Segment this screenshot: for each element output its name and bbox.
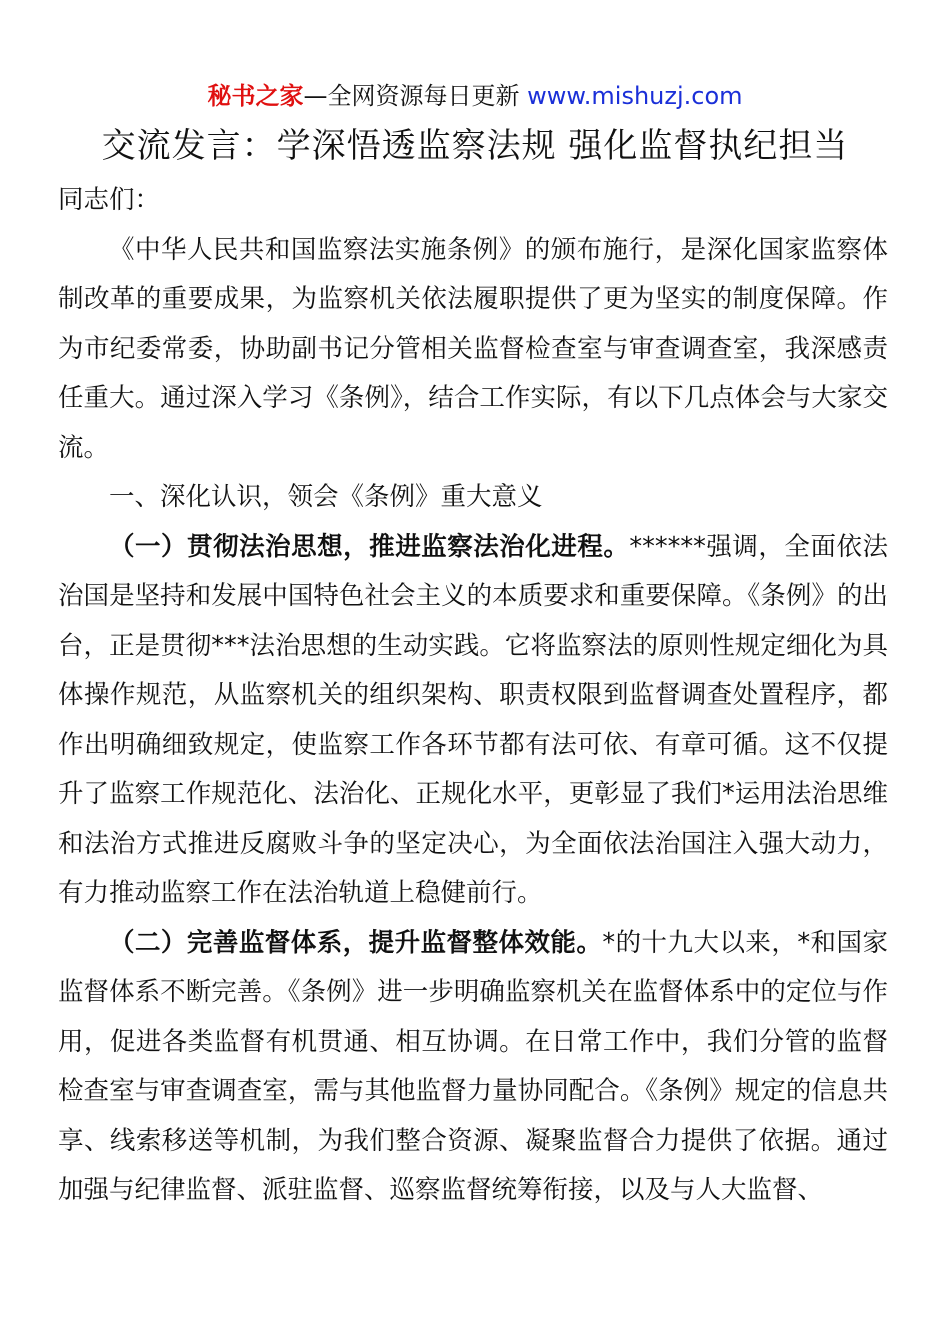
document-title: 交流发言：学深悟透监察法规 强化监督执纪担当 xyxy=(101,126,849,166)
intro-paragraph: 《中华人民共和国监察法实施条例》的颁布施行，是深化国家监察体制改革的重要成果，为监察机关依法履职提供了更为坚实的制度保障。作为市纪委常委，协助副书记分管相关监督检查室与审查调查室，我深感责任重大。通过深入学习《条例》，结合工作实际，有以下几点体会与大家交流。 xyxy=(58,234,888,463)
section-heading-1: 一、深化认识，领会《条例》重大意义 xyxy=(109,482,543,512)
point-2-text: *的十九大以来，*和国家监督体系不断完善。《条例》进一步明确监察机关在监督体系中的定位与作用，促进各类监督有机贯通、相互协调。在日常工作中，我们分管的监督检查室与审查调查室，需与其他监督力量协同配合。《条例》规定的信息共享、线索移送等机制，为我们整合资源、凝聚监督合力提供了依据。通过加强与纪律监督、派驻监督、巡察监督统筹衔接，以及与人大监督、 xyxy=(58,927,888,1205)
point-1-text: ******强调，全面依法治国是坚持和发展中国特色社会主义的本质要求和重要保障。《条例》的出台，正是贯彻***法治思想的生动实践。它将监察法的原则性规定细化为具体操作规范，从监察机关的组织架构、职责权限到监督调查处置程序，都作出明确细致规定，使监察工作各环节都有法可依、有章可循。这不仅提升了监察工作规范化、法治化、正规化水平，更彰显了我们*运用法治思维和法治方式推进反腐败斗争的坚定决心，为全面依法治国注入强大动力，有力推动监察工作在法治轨道上稳健前行。 xyxy=(58,531,888,908)
site-banner xyxy=(0,80,950,112)
point-1-heading: （一）贯彻法治思想，推进监察法治化进程。 xyxy=(109,531,630,562)
document-body xyxy=(58,176,888,1216)
banner-tagline: —全网资源每日更新 xyxy=(303,82,528,110)
salutation: 同志们： xyxy=(58,185,161,215)
point-2-heading: （二）完善监督体系，提升监督整体效能。 xyxy=(109,927,603,958)
paragraph-point-1 xyxy=(58,523,888,919)
paragraph-point-2 xyxy=(58,919,888,1216)
site-url-link[interactable]: www.mishuzj.com xyxy=(527,82,743,110)
brand-name: 秘书之家 xyxy=(207,82,304,110)
